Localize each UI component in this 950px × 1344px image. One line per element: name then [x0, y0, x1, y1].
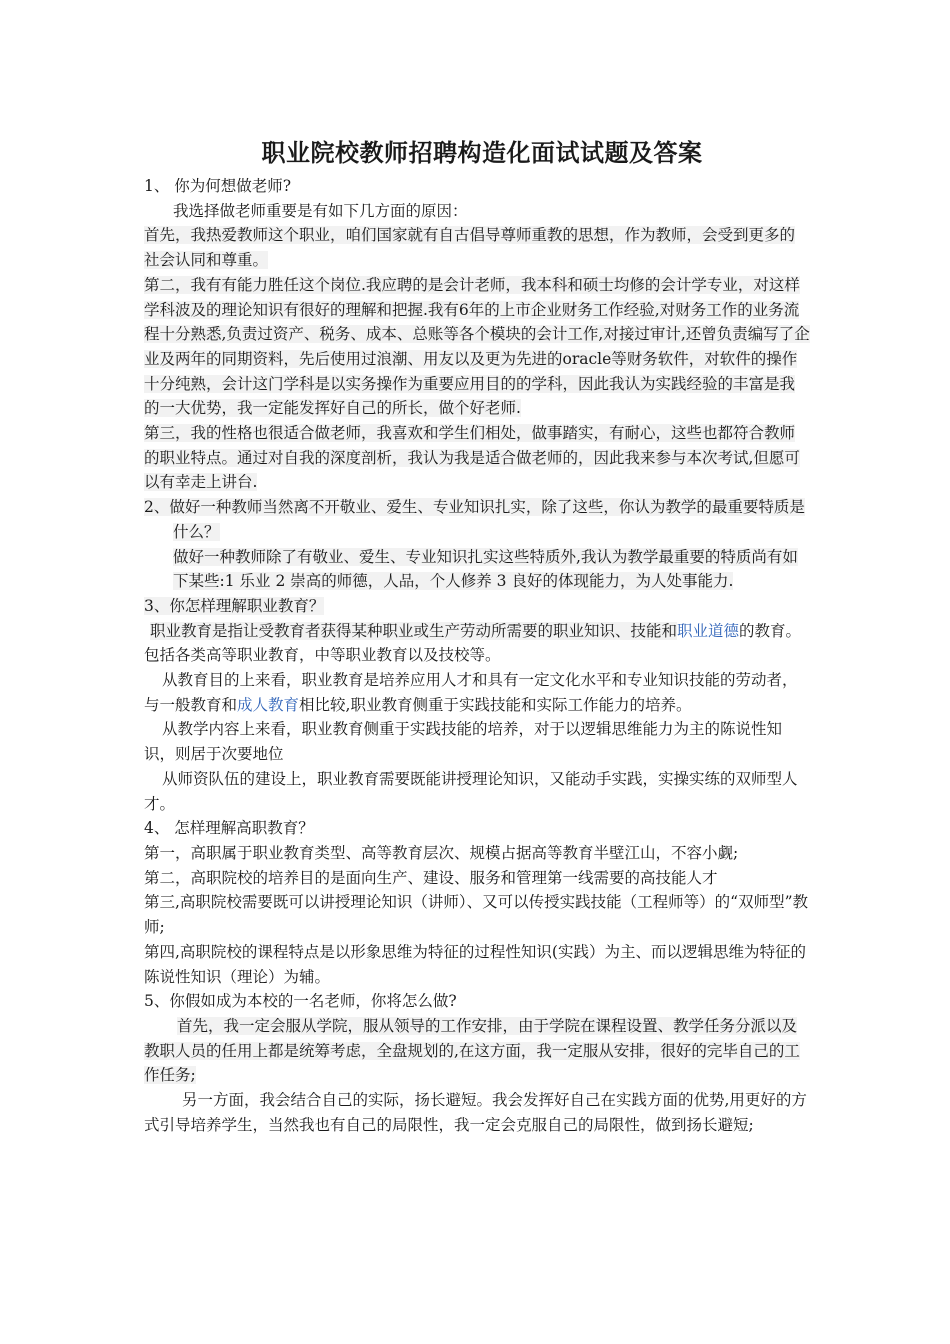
- question-3-text: 3、你怎样理解职业教育？: [144, 596, 325, 615]
- answer-3-paragraph-4: 从师资队伍的建设上，职业教育需要既能讲授理论知识，又能动手实践，实操实练的双师型人才。: [144, 769, 798, 813]
- answer-2: [144, 545, 810, 594]
- answer-4-point-1: 第一，高职属于职业教育类型、高等教育层次、规模占据高等教育半壁江山，不容小觑;: [144, 843, 739, 862]
- question-4: 4、 怎样理解高职教育？: [144, 819, 314, 838]
- answer-1-paragraph-1: [144, 223, 810, 272]
- document-title: 职业院校教师招聘构造化面试试题及答案: [261, 139, 703, 167]
- answer-3-paragraph-2-tail: 相比较,职业教育侧重于实践技能和实际工作能力的培养。: [299, 695, 692, 714]
- answer-4-point-4: 第四,高职院校的课程特点是以形象思维为特征的过程性知识(实践）为主、而以逻辑思维为特征的陈说性知识（理论）为辅。: [144, 942, 806, 986]
- answer-1-paragraph-3-text: 第三，我的性格也很适合做老师，我喜欢和学生们相处，做事踏实，有耐心，这些也都符合教师的职业特点。通过对自我的深度剖析，我认为我是适合做老师的，因此我来参与本次考试,但愿可以有幸走上讲台.: [144, 424, 800, 492]
- answer-1-paragraph-3: [144, 421, 810, 495]
- link-vocational-ethics[interactable]: 职业道德: [677, 621, 740, 640]
- answer-3-paragraph-1-tail: 的教育。包括各类高等职业教育，中等职业教育以及技校等。: [144, 621, 802, 665]
- question-2-text: 2、做好一种教师当然离不开敬业、爱生、专业知识扎实，除了这些，你认为教学的最重要特质是什么？: [144, 498, 805, 541]
- answer-3-paragraph-2-text: 从教育目的上来看，职业教育是培养应用人才和具有一定文化水平和专业知识技能的劳动者，与一般教育和: [144, 671, 798, 714]
- answer-2-text: 做好一种教师除了有敬业、爱生、专业知识扎实这些特质外,我认为教学最重要的特质尚有如下某些:1 乐业 2 崇高的师德，人品，个人修养 3 良好的体现能力，为人处事能力.: [173, 547, 798, 591]
- question-1: 1、 你为何想做老师?: [144, 177, 292, 195]
- answer-3-paragraph-3: 从教学内容上来看，职业教育侧重于实践技能的培养，对于以逻辑思维能力为主的陈说性知识，则居于次要地位: [144, 720, 783, 764]
- answer-1-paragraph-2: [144, 273, 810, 421]
- answer-5-paragraph-2: 另一方面，我会结合自己的实际，扬长避短。我会发挥好自己在实践方面的优势,用更好的方式引导培养学生，当然我也有自己的局限性，我一定会克服自己的局限性，做到扬长避短;: [144, 1091, 807, 1134]
- answer-4-point-2: 第二，高职院校的培养目的是面向生产、建设、服务和管理第一线需要的高技能人才: [144, 868, 718, 887]
- question-3: [144, 594, 810, 619]
- question-2: [144, 495, 810, 544]
- answer-5-paragraph-1-text: 首先，我一定会服从学院，服从领导的工作安排，由于学院在课程设置、教学任务分派以及教职人员的任用上都是统筹考虑，全盘规划的,在这方面，我一定服从安排，很好的完毕自己的工作任务;: [144, 1016, 800, 1085]
- answer-3-paragraph-1-text: 职业教育是指让受教育者获得某种职业或生产劳动所需要的职业知识、技能和: [150, 621, 678, 640]
- answer-3-paragraph-2: [144, 668, 810, 717]
- answer-1-paragraph-1-text: 首先，我热爱教师这个职业，咱们国家就有自古倡导尊师重教的思想，作为教师，会受到更多的社会认同和尊重。: [144, 226, 796, 270]
- answer-1-intro: 我选择做老师重要是有如下几方面的原因：: [173, 201, 468, 220]
- answer-4-point-3: 第三,高职院校需要既可以讲授理论知识（讲师）、又可以传授实践技能（工程师等）的“双师型”教师;: [144, 893, 809, 937]
- answer-3-paragraph-1: [144, 619, 810, 668]
- answer-1-paragraph-2-text: 第二，我有有能力胜任这个岗位.我应聘的是会计老师，我本科和硕士均修的会计学专业，对这样学科波及的理论知识有很好的理解和把握.我有6年的上市企业财务工作经验,对财务工作的业务流程十分熟悉,负责过资产、税务、成本、总账等各个模块的会计工作,对接过审计,还曾负责编写了企业及两年的同期资料，先后使用过浪潮、用友以及更为先进的oracle等财务软件，对软件的操作十分纯熟，会计这门学科是以实务操作为重要应用目的的学科，因此我认为实践经验的丰富是我的一大优势，我一定能发挥好自己的所长，做个好老师.: [144, 275, 810, 418]
- document-body: [144, 174, 810, 1137]
- question-5: 5、你假如成为本校的一名老师，你将怎么做?: [144, 992, 457, 1011]
- link-adult-education[interactable]: 成人教育: [237, 695, 300, 714]
- answer-5-paragraph-1: [144, 1014, 810, 1088]
